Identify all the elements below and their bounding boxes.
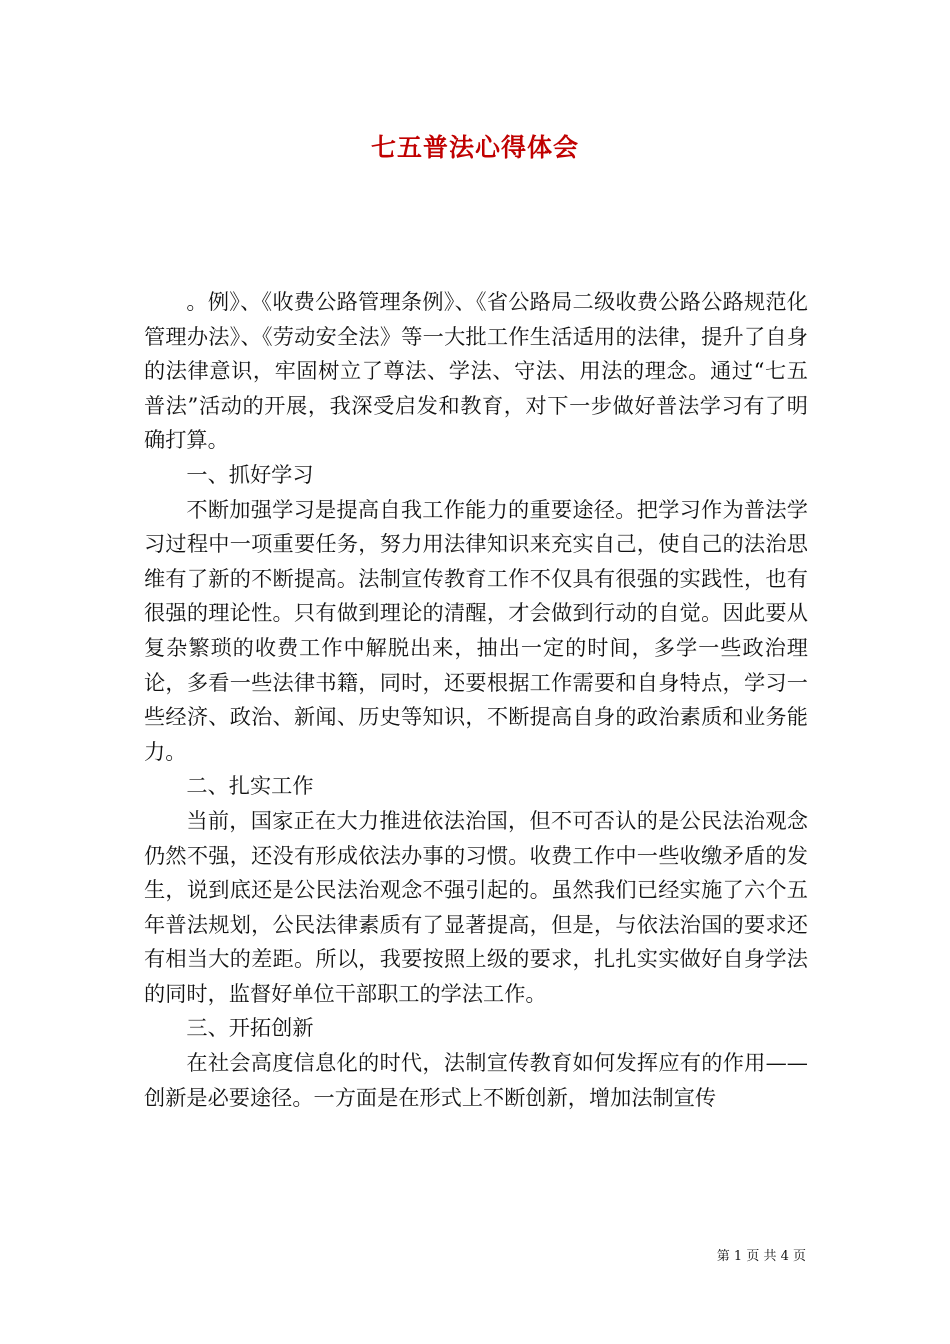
paragraph-study: 不断加强学习是提高自我工作能力的重要途径。把学习作为普法学习过程中一项重要任务，努力用法律知识来充实自己，使自己的法治思维有了新的不断提高。法制宣传教育工作不仅具有很强的实践性，也有很强的理论性。只有做到理论的清醒，才会做到行动的自觉。因此要从复杂繁琐的收费工作中解脱出来，抽出一定的时间，多学一些政治理论，多看一些法律书籍，同时，还要根据工作需要和自身特点，学习一些经济、政治、新闻、历史等知识，不断提高自身的政治素质和业务能力。 <box>144 496 808 764</box>
paragraph-intro: 。例》、《收费公路管理条例》、《省公路局二级收费公路公路规范化管理办法》、《劳动安全法》等一大批工作生活适用的法律，提升了自身的法律意识，牢固树立了尊法、学法、守法、用法的理念。通过“七五普法”活动的开展，我深受启发和教育，对下一步做好普法学习有了明确打算。 <box>144 289 808 453</box>
page-footer: 第 1 页 共 4 页 <box>716 1249 806 1264</box>
document-body <box>144 285 808 1115</box>
section-heading-study: 一、抓好学习 <box>186 461 314 487</box>
section-heading-work: 二、扎实工作 <box>186 773 314 799</box>
paragraph-work: 当前，国家正在大力推进依法治国，但不可否认的是公民法治观念仍然不强，还没有形成依法办事的习惯。收费工作中一些收缴矛盾的发生，说到底还是公民法治观念不强引起的。虽然我们已经实施了六个五年普法规划，公民法律素质有了显著提高，但是，与依法治国的要求还有相当大的差距。所以，我要按照上级的要求，扎扎实实做好自身学法的同时，监督好单位干部职工的学法工作。 <box>144 807 808 1006</box>
section-heading-innovation: 三、开拓创新 <box>186 1015 314 1041</box>
document-title: 七五普法心得体会 <box>370 133 579 162</box>
paragraph-innovation: 在社会高度信息化的时代，法制宣传教育如何发挥应有的作用——创新是必要途径。一方面是在形式上不断创新，增加法制宣传 <box>144 1050 808 1110</box>
